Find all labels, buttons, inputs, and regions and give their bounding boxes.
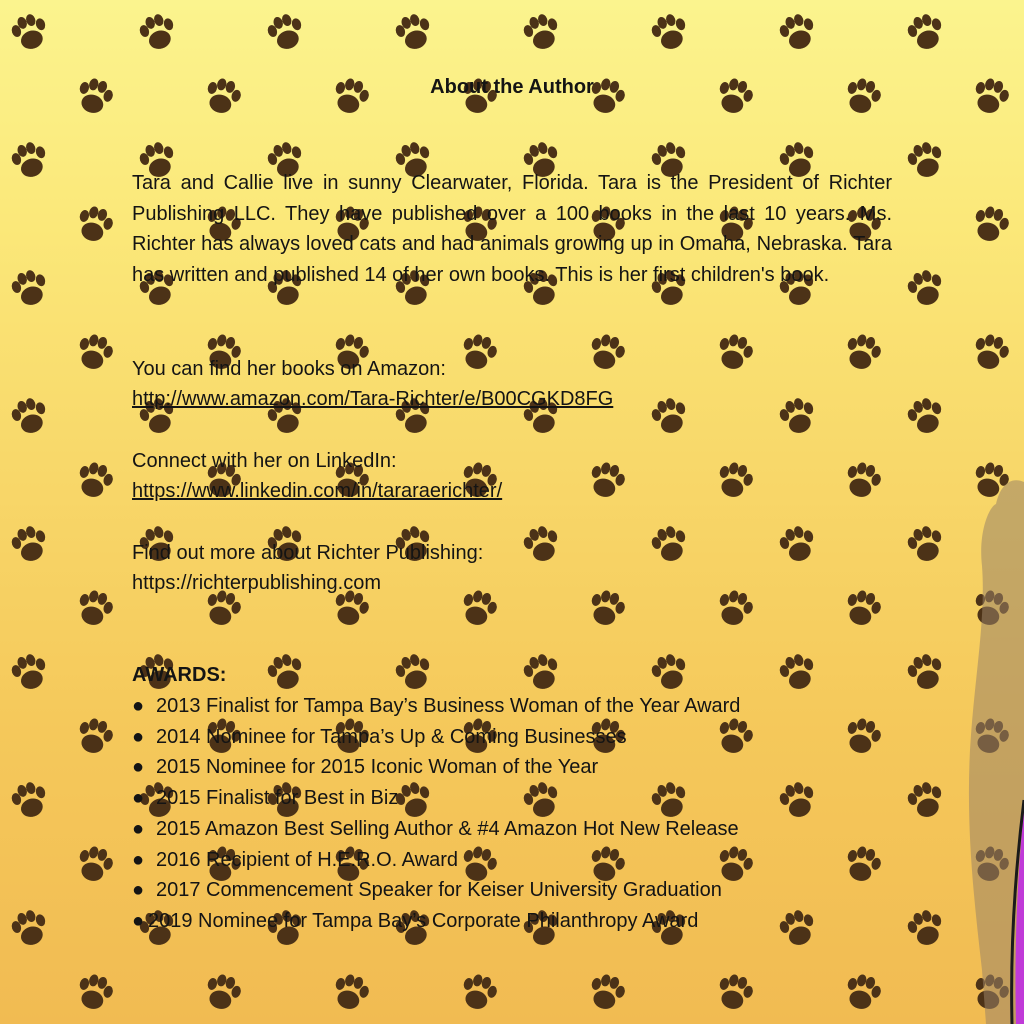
bullet-icon: ● [132, 695, 145, 717]
award-item [132, 875, 740, 906]
award-item [132, 752, 740, 783]
bullet-icon: ● [132, 848, 145, 871]
award-item [132, 691, 740, 722]
publisher-section [132, 538, 932, 598]
linkedin-section [132, 446, 932, 506]
award-item [132, 814, 740, 845]
awards-heading: AWARDS: [132, 664, 227, 686]
award-text: 2013 Finalist for Tampa Bay’s Business Woman of the Year Award [156, 695, 741, 717]
bullet-icon: ● [132, 725, 145, 748]
award-item [132, 845, 740, 876]
award-text: 2014 Nominee for Tampa’s Up & Coming Businesses [156, 725, 627, 748]
bullet-icon: ● [132, 879, 145, 902]
award-item [132, 906, 740, 937]
linkedin-link[interactable]: https://www.linkedin.com/in/tararaerichter/ [132, 480, 503, 502]
amazon-link[interactable]: http://www.amazon.com/Tara-Richter/e/B00CGKD8FG [132, 388, 614, 410]
linkedin-label: Connect with her on LinkedIn: [132, 450, 397, 472]
award-text: 2015 Amazon Best Selling Author & #4 Amazon Hot New Release [156, 817, 739, 840]
author-bio: Tara and Callie live in sunny Clearwater, Florida. Tara is the President of Richter Publishing LLC. They have published over a 100 books in the last 10 years. Ms. Richter has always loved cats and had animals growing up in Omaha, Nebraska. Tara has written and published 14 of her own books. This is her first children's book. [132, 172, 892, 286]
amazon-section [132, 354, 932, 414]
bullet-icon: ● [132, 756, 145, 779]
bullet-icon: ● [132, 787, 145, 810]
awards-list [132, 691, 740, 937]
award-item [132, 722, 740, 753]
publisher-url: https://richterpublishing.com [132, 572, 382, 594]
award-text: 2015 Nominee for 2015 Iconic Woman of the Year [156, 756, 599, 779]
award-text: 2015 Finalist for Best in Biz [156, 787, 399, 810]
award-text: 2019 Nominee for Tampa Bay’s Corporate Philanthropy Award [148, 909, 699, 932]
bullet-icon: ● [132, 909, 145, 932]
amazon-label: You can find her books on Amazon: [132, 358, 446, 380]
cat-silhouette [944, 470, 1024, 1024]
bullet-icon: ● [132, 817, 145, 840]
publisher-label: Find out more about Richter Publishing: [132, 542, 484, 564]
award-text: 2017 Commencement Speaker for Keiser University Graduation [156, 879, 722, 902]
page-title: About the Author [430, 76, 594, 98]
award-text: 2016 Recipient of H.E.R.O. Award [156, 848, 459, 871]
award-item [132, 783, 740, 814]
